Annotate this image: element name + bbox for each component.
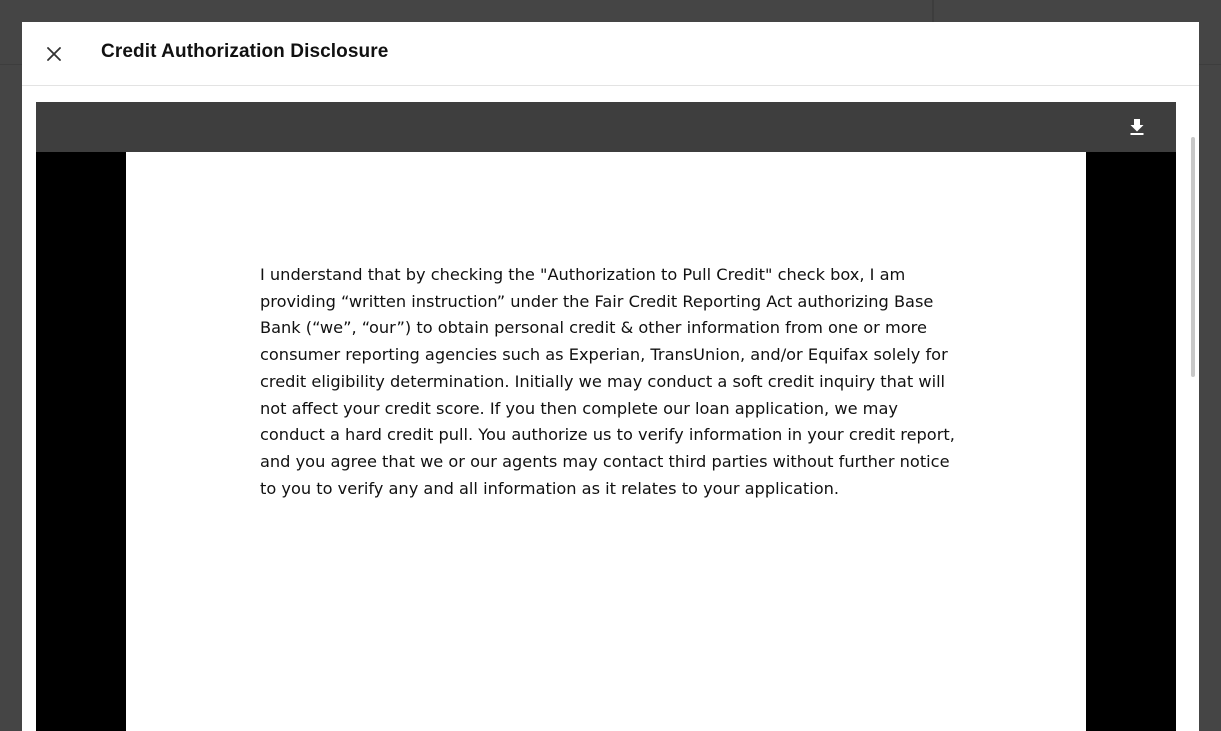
background-divider <box>1199 64 1221 65</box>
background-divider <box>0 64 22 65</box>
disclosure-text: I understand that by checking the "Authorization to Pull Credit" check box, I am providing “written instruction” under the Fair Credit Reporting Act authorizing Base Bank (“we”, “our”) to obtain personal credit & other information from one or more consumer reporting agencies such as Experian, TransUnion, and/or Equifax solely for credit eligibility determination. Initially we may conduct a soft credit inquiry that will not affect your credit score. If you then complete our loan application, we may conduct a hard credit pull. You authorize us to verify information in your credit report, and you agree that we or our agents may contact third parties without further notice to you to verify any and all information as it relates to your application. <box>260 265 955 498</box>
modal-scrollbar[interactable] <box>1184 102 1196 731</box>
viewer-toolbar <box>36 102 1176 152</box>
download-icon <box>1129 118 1145 136</box>
scrollbar-thumb[interactable] <box>1191 137 1195 377</box>
close-icon <box>47 47 61 61</box>
download-button[interactable] <box>1126 116 1148 138</box>
document-page <box>126 152 1086 731</box>
document-viewer <box>36 102 1176 731</box>
close-button[interactable] <box>40 40 68 68</box>
modal-title: Credit Authorization Disclosure <box>101 41 389 62</box>
credit-disclosure-modal <box>22 22 1199 731</box>
modal-header <box>22 22 1199 86</box>
